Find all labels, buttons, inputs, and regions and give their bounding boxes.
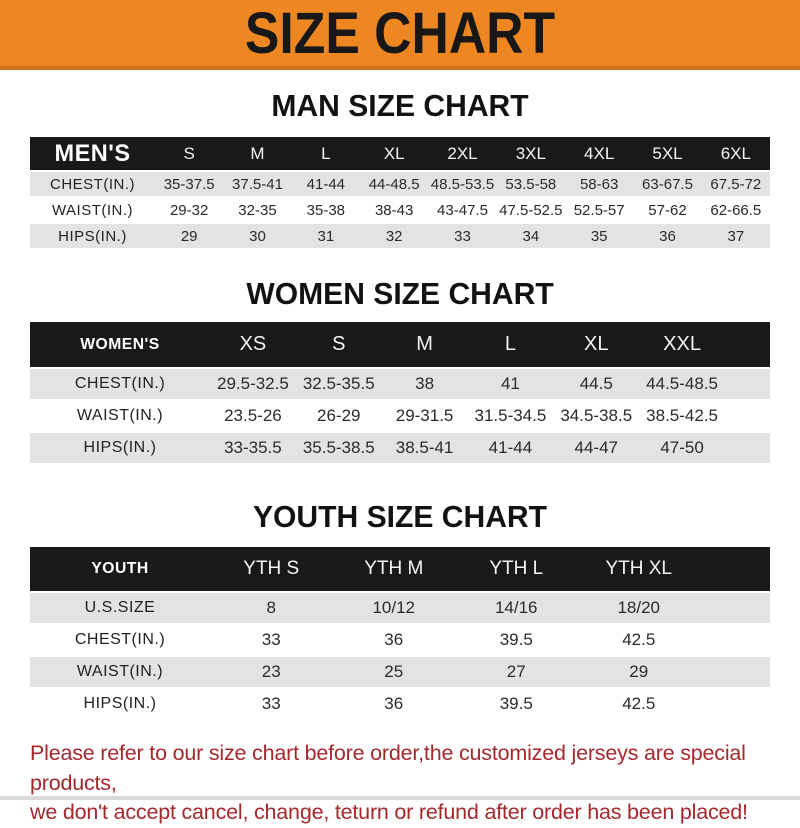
value-cell: 44-47 [574,438,618,457]
value-cell: 44.5 [579,374,613,393]
value-cell: 43-47.5 [437,201,488,219]
column-header: YTH L [489,558,544,579]
row-label: CHEST(IN.) [50,175,135,193]
value-cell: 37.5-41 [232,175,283,193]
value-cell: 31 [317,227,335,245]
value-cell: 48.5-53.5 [430,175,495,193]
table-row [30,433,770,465]
table-title-label: WOMEN'S [80,335,160,353]
column-header: 2XL [447,143,478,163]
value-cell: 41-44 [488,438,533,457]
value-cell: 44-48.5 [368,175,420,193]
value-cell: 47-50 [660,438,704,457]
value-cell: 29-31.5 [395,406,454,425]
value-cell: 34 [522,227,540,245]
table-row [30,657,770,689]
value-cell: 36 [659,227,676,245]
value-cell: 35 [590,227,608,245]
table-row [30,369,770,401]
table-row [30,625,770,657]
column-header: L [504,333,516,355]
value-cell: 57-62 [648,201,687,219]
value-cell: 38.5-41 [395,438,454,457]
value-cell: 41 [500,374,520,393]
banner-title: SIZE CHART [244,0,556,66]
row-label: HIPS(IN.) [58,227,127,245]
table-row [30,401,770,433]
value-cell: 27 [506,662,526,681]
women-section-heading: WOMEN SIZE CHART [246,276,554,311]
row-label: CHEST(IN.) [74,631,166,648]
value-cell: 37 [727,227,745,245]
column-header: L [321,143,331,163]
value-cell: 32 [385,227,403,245]
youth-size-section [30,499,770,721]
row-label: HIPS(IN.) [83,695,157,712]
column-header: YTH S [243,558,300,579]
value-cell: 41-44 [306,175,346,193]
content-area [0,88,800,721]
value-cell: 14/16 [494,598,538,617]
value-cell: 39.5 [499,630,533,649]
men-size-section [30,88,770,250]
value-cell: 30 [249,227,266,245]
row-label: WAIST(IN.) [76,663,164,680]
disclaimer-note [30,739,800,828]
value-cell: 33 [454,227,471,245]
value-cell: 33-35.5 [224,438,282,457]
value-cell: 29-32 [169,201,209,219]
table-title-label: MEN'S [54,139,131,167]
value-cell: 67.5-72 [710,175,762,193]
column-header: XL [383,143,405,163]
table-row [30,172,770,198]
value-cell: 10/12 [372,598,416,617]
disclaimer-line-1: Please refer to our size chart before order,the customized jerseys are special products, [30,741,746,795]
value-cell: 38.5-42.5 [646,406,718,425]
value-cell: 42.5 [622,630,656,649]
value-cell: 63-67.5 [642,175,693,193]
column-header: XL [584,333,609,355]
value-cell: 33 [261,694,281,713]
table-title-label: YOUTH [91,560,149,577]
column-header: 5XL [652,143,683,163]
value-cell: 36 [384,694,404,713]
column-header: S [332,333,346,355]
women-size-section [30,276,770,465]
men-size-table [30,137,770,250]
column-header: 6XL [720,143,751,163]
youth-section-heading: YOUTH SIZE CHART [252,499,548,534]
value-cell: 23 [261,662,281,681]
value-cell: 29.5-32.5 [216,374,289,393]
value-cell: 53.5-58 [505,175,557,193]
value-cell: 18/20 [617,598,661,617]
table-row [30,689,770,721]
men-section-heading: MAN SIZE CHART [271,88,529,123]
column-header: XS [239,333,267,355]
value-cell: 32-35 [238,201,277,219]
table-header-row [30,137,770,170]
value-cell: 23.5-26 [224,406,282,425]
row-label: WAIST(IN.) [51,201,134,219]
value-cell: 32.5-35.5 [302,374,375,393]
value-cell: 35-38 [306,201,346,219]
table-header-row [30,322,770,367]
table-row [30,593,770,625]
column-header: M [250,143,265,163]
value-cell: 58-63 [579,175,619,193]
column-header: YTH XL [605,558,673,579]
value-cell: 42.5 [622,694,656,713]
disclaimer-line-2: we don't accept cancel, change, teturn or refund after order has been placed! [30,800,748,825]
value-cell: 62-66.5 [710,201,762,219]
value-cell: 25 [384,662,404,681]
value-cell: 52.5-57 [573,201,625,219]
value-cell: 29 [180,227,198,245]
column-header: M [416,333,433,355]
column-header: XXL [663,333,701,355]
column-header: 3XL [515,143,546,163]
value-cell: 47.5-52.5 [499,201,563,219]
value-cell: 39.5 [499,694,533,713]
table-row [30,224,770,250]
row-label: CHEST(IN.) [74,375,166,392]
table-header-row [30,547,770,591]
column-header: YTH M [364,558,424,579]
value-cell: 33 [261,630,281,649]
value-cell: 44.5-48.5 [646,374,718,393]
value-cell: 35-37.5 [163,175,215,193]
bottom-edge-line [0,796,800,800]
value-cell: 36 [384,630,404,649]
row-label: WAIST(IN.) [76,407,164,424]
value-cell: 29 [629,662,649,681]
column-header: S [183,143,195,163]
column-header: 4XL [584,143,615,163]
row-label: U.S.SIZE [84,599,156,616]
youth-size-table [30,547,770,721]
value-cell: 35.5-38.5 [302,438,375,457]
value-cell: 8 [266,598,276,617]
women-size-table [30,322,770,465]
row-label: HIPS(IN.) [83,439,157,456]
size-chart-banner [0,0,800,70]
value-cell: 26-29 [317,406,361,425]
value-cell: 34.5-38.5 [560,406,633,425]
value-cell: 31.5-34.5 [474,406,547,425]
value-cell: 38-43 [374,201,414,219]
table-row [30,198,770,224]
value-cell: 38 [415,374,435,393]
